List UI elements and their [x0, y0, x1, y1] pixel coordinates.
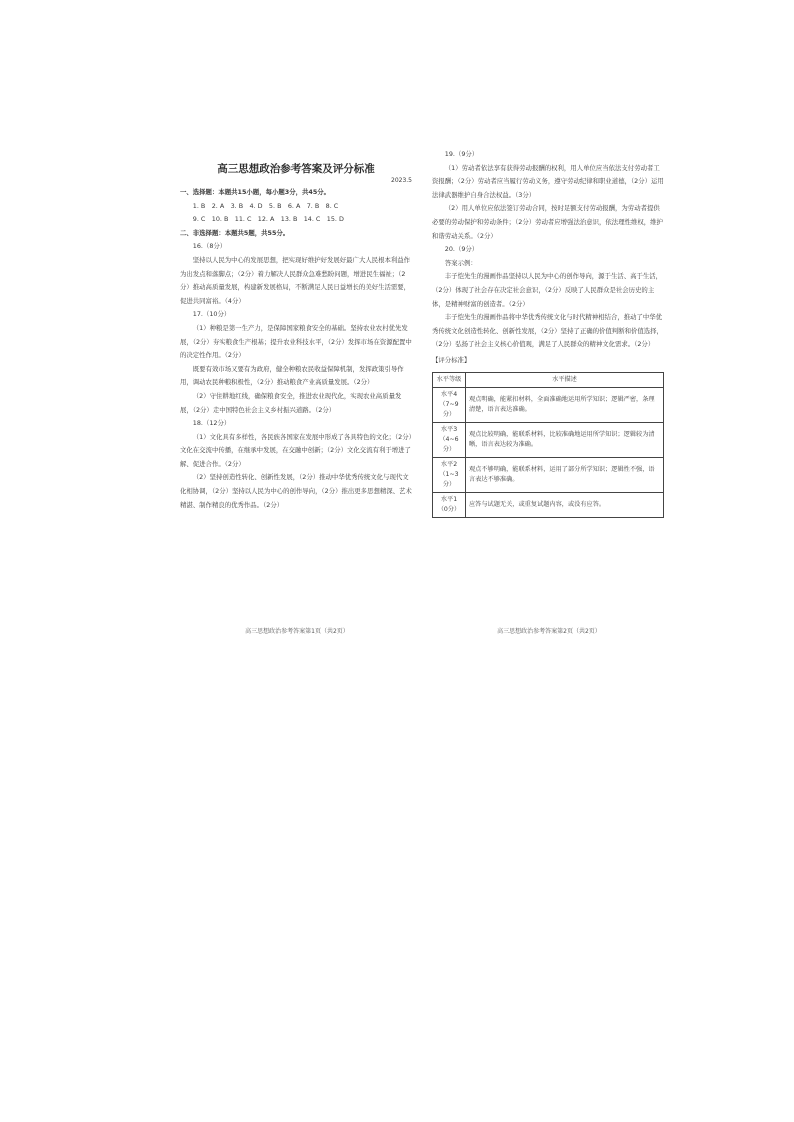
- question-16-heading: 16.（8分）: [192, 242, 227, 251]
- rubric-row: [433, 457, 664, 492]
- rubric-row: [433, 387, 664, 422]
- rubric-row: [433, 492, 664, 517]
- document-date: 2023.5: [391, 177, 412, 184]
- question-20-heading: 20.（9分）: [444, 245, 479, 254]
- rubric-description-cell: 观点明确，能紧扣材料，全面准确地运用所学知识；逻辑严密，条理清楚，语言表达准确。: [466, 387, 664, 422]
- question-19-heading: 19.（9分）: [444, 150, 479, 158]
- question-17-heading: 17.（10分）: [192, 310, 231, 319]
- rubric-level-cell: 水平3 （4~6分）: [433, 422, 466, 457]
- section-2-heading: 二、非选择题：本题共5题，共55分。: [180, 228, 290, 237]
- page-footer-left: 高三思想政治参考答案第1页（共2页）: [245, 628, 349, 635]
- document-title: 高三思想政治参考答案及评分标准: [217, 163, 375, 175]
- question-18-heading: 18.（12分）: [192, 419, 231, 428]
- question-20-answer-part1: 丰子恺先生的漫画作品坚持以人民为中心的创作导向，源于生活、高于生活，（2分）体现了社会存在决定社会意识，（2分）反映了人民群众是社会历史的主体，是精神财富的创造者。（2分）: [432, 272, 663, 308]
- page-left-column: [180, 148, 412, 512]
- rubric-table: [432, 372, 664, 518]
- question-19-answer-part1: （1）劳动者依法享有获得劳动报酬的权利，用人单位应当依法支付劳动者工资报酬；（2分）劳动者应当履行劳动义务，遵守劳动纪律和职业道德，（2分）运用法律武器维护自身合法权益。（3分）: [432, 163, 664, 199]
- question-17-answer-part3: （2）守住耕地红线，确保粮食安全，推进农业现代化，实现农业高质量发展，（2分）走中国特色社会主义乡村振兴道路。（2分）: [180, 391, 402, 414]
- rubric-title: 【评分标准】: [432, 355, 471, 364]
- rubric-description-cell: 观点比较明确，能联系材料，比较准确地运用所学知识；逻辑较为清晰，语言表达较为准确。: [466, 422, 664, 457]
- rubric-header-description: 水平描述: [466, 372, 664, 387]
- question-17-answer-part1: （1）种粮是第一生产力，是保障国家粮食安全的基础。坚持农业农村优先发展，（2分）夯实粮食生产根基；提升农业科技水平，（2分）发挥市场在资源配置中的决定性作用。（2分）: [180, 323, 412, 360]
- page-right-column: [432, 148, 664, 518]
- rubric-description-cell: 应答与试题无关，或重复试题内容，或没有应答。: [466, 492, 664, 517]
- answer-key-row-1: 1. B 2. A 3. B 4. D 5. B 6. A 7. B 8. C: [192, 201, 339, 210]
- answer-key-row-2: 9. C 10. B 11. C 12. A 13. B 14. C 15. D: [192, 215, 344, 224]
- rubric-level-cell: 水平1 （0分）: [433, 492, 466, 517]
- rubric-level-cell: 水平2 （1~3分）: [433, 457, 466, 492]
- question-16-answer: 坚持以人民为中心的发展思想，把实现好维护好发展好最广大人民根本利益作为出发点和落脚点；（2分）着力解决人民群众急难愁盼问题，增进民生福祉；（2分）推动高质量发展，构建新发展格局，不断满足人民日益增长的美好生活需要，促进共同富裕。（4分）: [180, 255, 411, 305]
- question-18-answer-part2: （2）坚持创造性转化、创新性发展，（2分）推动中华优秀传统文化与现代文化相协调，（2分）坚持以人民为中心的创作导向，（2分）推出更多思想精深、艺术精湛、制作精良的优秀作品。（2分）: [180, 473, 412, 509]
- rubric-level-cell: 水平4 （7~9分）: [433, 387, 466, 422]
- question-20-answer-part2: 丰子恺先生的漫画作品将中华优秀传统文化与时代精神相结合，推动了中华优秀传统文化创造性转化、创新性发展，（2分）坚持了正确的价值判断和价值选择，（2分）弘扬了社会主义核心价值观，满足了人民群众的精神文化需求。（2分）: [432, 313, 663, 349]
- rubric-header-level: 水平等级: [433, 372, 466, 387]
- rubric-header-row: [433, 372, 664, 387]
- page-footer-right: 高三思想政治参考答案第2页（共2页）: [497, 628, 601, 635]
- section-1-heading: 一、选择题：本题共15小题，每小题3分，共45分。: [180, 188, 331, 196]
- question-20-sample-label: 答案示例：: [444, 258, 477, 267]
- question-19-answer-part2: （2）用人单位应依法签订劳动合同，按时足额支付劳动报酬，为劳动者提供必要的劳动保护和劳动条件；（2分）劳动者应增强法治意识，依法理性维权，维护和谐劳动关系。（2分）: [432, 204, 663, 240]
- question-17-answer-part2: 既要有效市场又要有为政府，健全种粮农民收益保障机制，发挥政策引导作用，调动农民种粮积极性，（2分）推动粮食产业高质量发展。（2分）: [180, 364, 404, 387]
- rubric-description-cell: 观点不够明确，能联系材料，运用了部分所学知识；逻辑性不强，语言表达不够准确。: [466, 457, 664, 492]
- rubric-row: [433, 422, 664, 457]
- question-18-answer-part1: （1）文化具有多样性，各民族各国家在发展中形成了各具特色的文化；（2分）文化在交流中传播，在继承中发展，在交融中创新；（2分）文化交流有利于增进了解、促进合作。（2分）: [180, 432, 412, 468]
